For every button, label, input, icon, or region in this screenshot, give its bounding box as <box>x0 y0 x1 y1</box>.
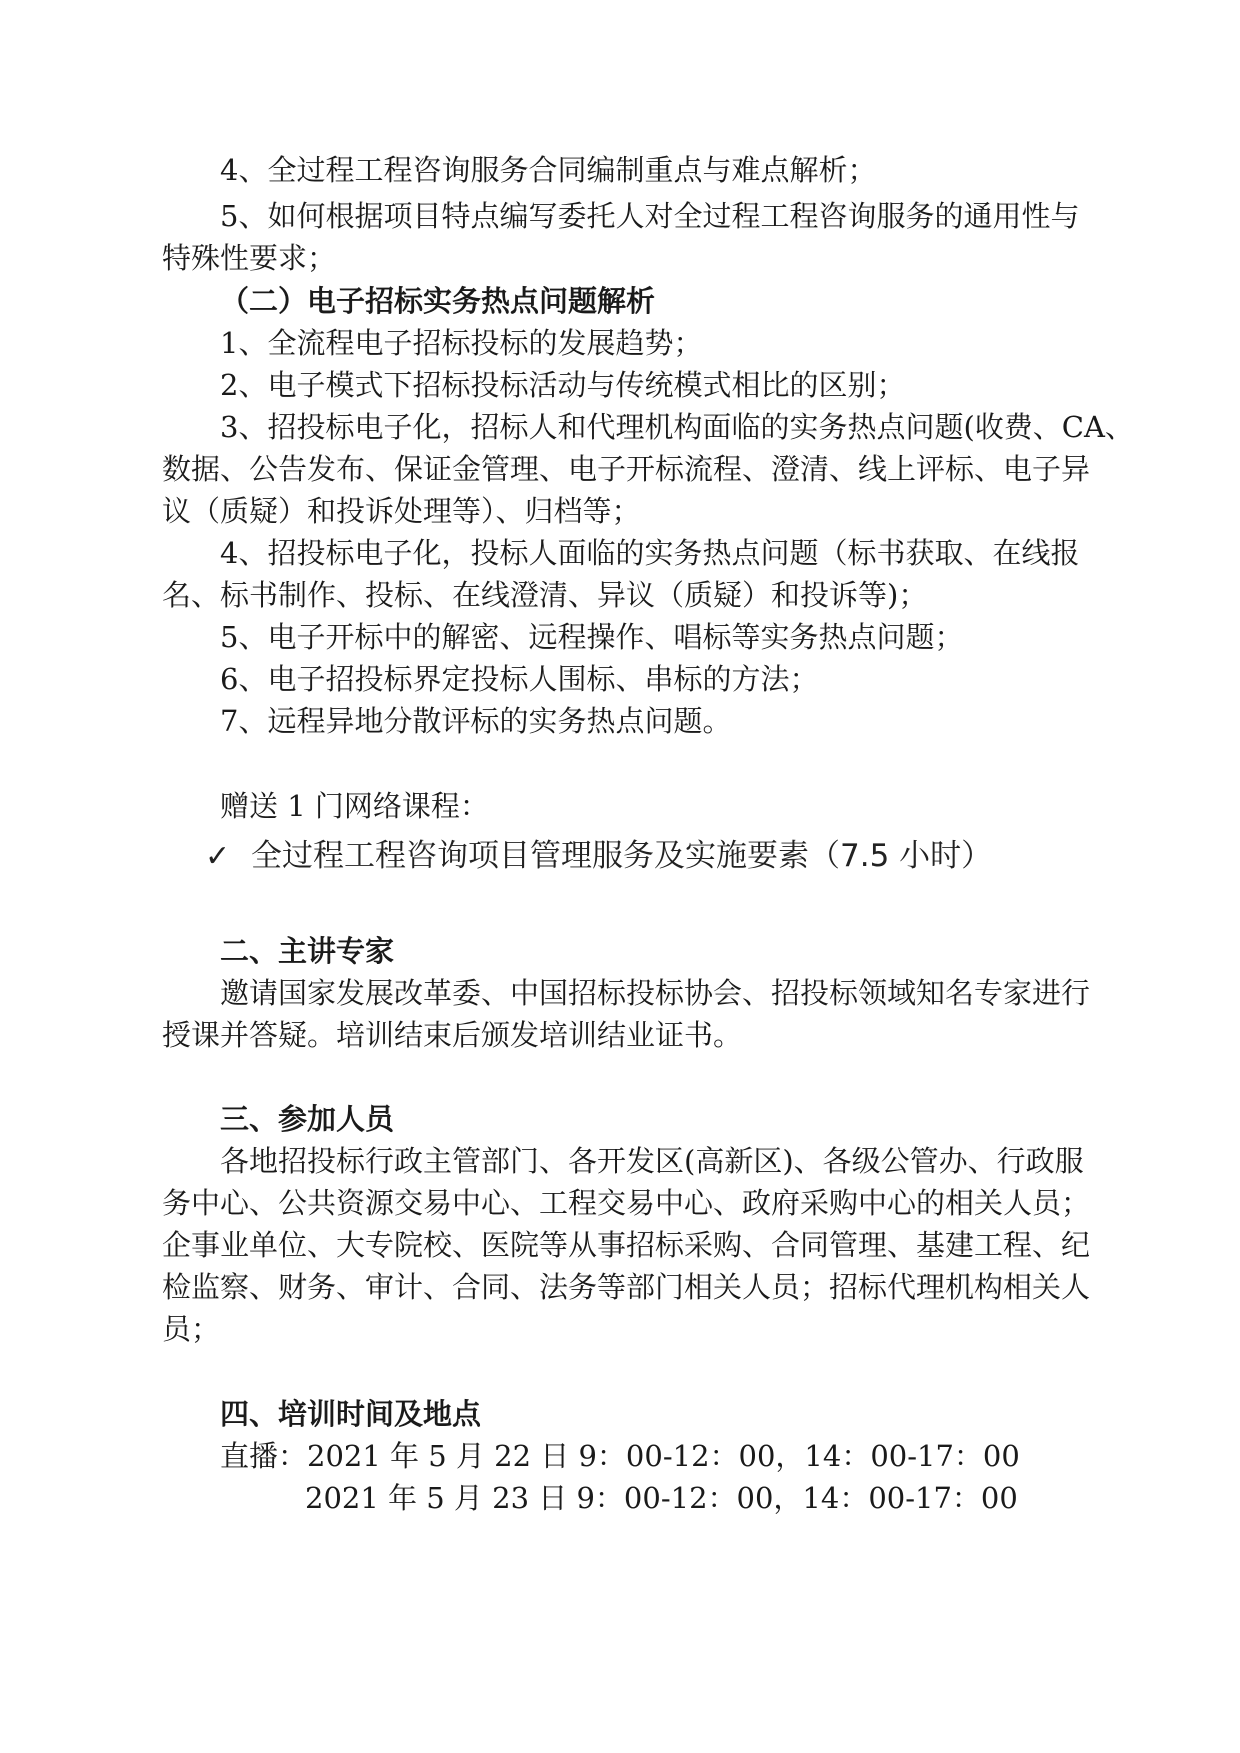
e-bidding-item-1: 1、全流程电子招标投标的发展趋势； <box>220 326 703 360</box>
participants-heading: 三、参加人员 <box>220 1102 395 1136</box>
gift-course <box>205 834 992 879</box>
gift-course-title: 全过程工程咨询项目管理服务及实施要素（7.5 小时） <box>251 838 993 874</box>
schedule-day-2: 2021 年 5 月 23 日 9：00-12：00，14：00-17：00 <box>305 1481 1018 1515</box>
e-bidding-item-2: 2、电子模式下招标投标活动与传统模式相比的区别； <box>220 368 906 402</box>
e-bidding-item-3-line-3: 议（质疑）和投诉处理等）、归档等； <box>162 494 641 528</box>
sub-heading-e-bidding: （二）电子招标实务热点问题解析 <box>220 284 656 318</box>
e-bidding-item-4-line-1: 4、招投标电子化，投标人面临的实务热点问题（标书获取、在线报 <box>220 536 1080 570</box>
e-bidding-item-3-line-2: 数据、公告发布、保证金管理、电子开标流程、澄清、线上评标、电子异 <box>162 452 1091 486</box>
e-bidding-item-3-line-1: 3、招投标电子化，招标人和代理机构面临的实务热点问题(收费、CA、 <box>220 410 1134 444</box>
participants-line-3: 企事业单位、大专院校、医院等从事招标采购、合同管理、基建工程、纪 <box>162 1228 1091 1262</box>
participants-line-2: 务中心、公共资源交易中心、工程交易中心、政府采购中心的相关人员； <box>162 1186 1091 1220</box>
gift-intro: 赠送 1 门网络课程： <box>220 789 489 823</box>
item-4: 4、全过程工程咨询服务合同编制重点与难点解析； <box>220 153 877 187</box>
participants-line-5: 员； <box>162 1312 221 1346</box>
e-bidding-item-7: 7、远程异地分散评标的实务热点问题。 <box>220 704 732 738</box>
participants-line-4: 检监察、财务、审计、合同、法务等部门相关人员；招标代理机构相关人 <box>162 1270 1091 1304</box>
schedule-day-1: 直播：2021 年 5 月 22 日 9：00-12：00，14：00-17：00 <box>220 1439 1020 1473</box>
e-bidding-item-6: 6、电子招投标界定投标人围标、串标的方法； <box>220 662 819 696</box>
checkmark-icon: ✓ <box>205 839 231 874</box>
experts-heading: 二、主讲专家 <box>220 934 395 968</box>
experts-line-1: 邀请国家发展改革委、中国招标投标协会、招投标领域知名专家进行 <box>220 976 1091 1010</box>
schedule-heading: 四、培训时间及地点 <box>220 1397 482 1431</box>
item-5-line-2: 特殊性要求； <box>162 241 337 275</box>
experts-line-2: 授课并答疑。培训结束后颁发培训结业证书。 <box>162 1018 743 1052</box>
item-5-line-1: 5、如何根据项目特点编写委托人对全过程工程咨询服务的通用性与 <box>220 199 1080 233</box>
participants-line-1: 各地招投标行政主管部门、各开发区(高新区)、各级公管办、行政服 <box>220 1144 1084 1178</box>
e-bidding-item-5: 5、电子开标中的解密、远程操作、唱标等实务热点问题； <box>220 620 964 654</box>
e-bidding-item-4-line-2: 名、标书制作、投标、在线澄清、异议（质疑）和投诉等)； <box>162 578 928 612</box>
